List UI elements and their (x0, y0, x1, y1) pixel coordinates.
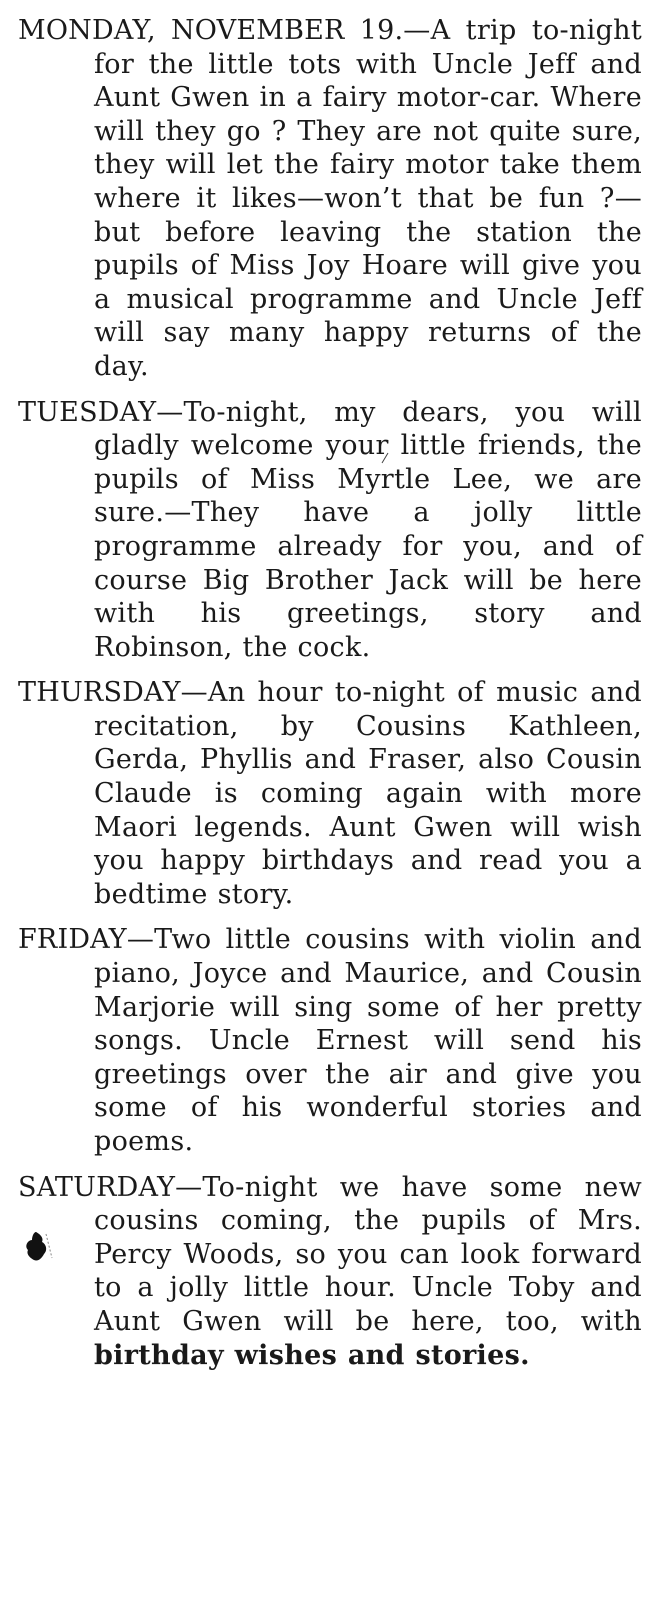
entry-text: —To-night, my dears, you will gladly welcome your little friends, the pupils of Miss Myrtle Lee, we are sure.—They have a jolly little programme already for you, and of course Big Brother Jack will be here with his greetings, story and Robinson, the cock. (94, 396, 642, 663)
saturday-entry (18, 1171, 642, 1373)
entry-text: —An hour to-night of music and recitation, by Cousins Kathleen, Gerda, Phyllis and Fraser, also Cousin Claude is coming again with more Maori legends. Aunt Gwen will wish you happy birthdays and read you a bedtime story. (94, 677, 642, 910)
day-heading: FRIDAY (18, 924, 127, 956)
friday-entry (18, 923, 642, 1158)
entry-text-bold: birthday wishes and stories. (94, 1339, 530, 1371)
day-heading: MONDAY, NOVEMBER 19. (18, 15, 404, 46)
entry-text: —To-night we have some new cousins coming, the pupils of Mrs. Percy Woods, so you can look forward to a jolly little hour. Uncle Toby and Aunt Gwen will be here, too, with (94, 1171, 642, 1337)
day-heading: TUESDAY (18, 396, 157, 428)
ink-blot (22, 1228, 54, 1268)
monday-entry (18, 14, 642, 384)
print-speck (380, 452, 390, 464)
entry-text: —Two little cousins with violin and piano, Joyce and Maurice, and Cousin Marjorie will sing some of her pretty songs. Uncle Ernest will send his greetings over the air and give you some of his wonderful stories and poems. (94, 924, 642, 1157)
day-heading: SATURDAY (18, 1171, 176, 1203)
tuesday-entry (18, 396, 642, 665)
day-heading: THURSDAY (18, 677, 181, 709)
entry-text: —A trip to-night for the little tots with Uncle Jeff and Aunt Gwen in a fairy motor-car. Where will they go ? They are not quite sure, they will let the fairy motor take them where it likes—won’t that be fun ?—but before leaving the station the pupils of Miss Joy Hoare will give you a musical programme and Uncle Jeff will say many happy returns of the day. (94, 15, 642, 382)
thursday-entry (18, 676, 642, 911)
